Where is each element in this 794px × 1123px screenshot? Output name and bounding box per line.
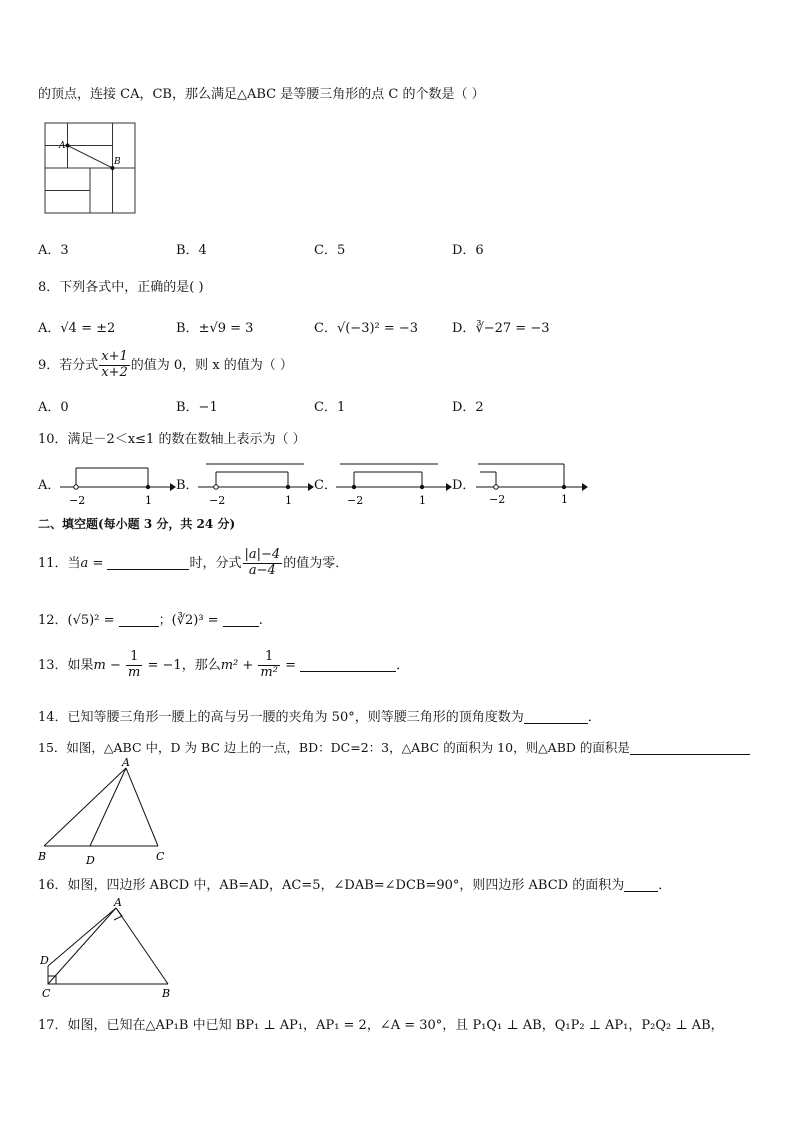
q10-option-d-label: D． [452,478,476,493]
q8-option-d: D．∛−27 = −3 [452,321,550,336]
q15-triangle-figure [34,758,174,866]
q10-stem: 10．满足－2＜x≤1 的数在数轴上表示为（ ） [38,432,306,447]
section-2-title: 二、填空题(每小题 3 分，共 24 分) [38,517,236,531]
q7-label-a: A [59,141,66,151]
q15-answer-blank[interactable] [630,740,750,755]
q15: 15．如图，△ABC 中，D 为 BC 边上的一点，BD：DC=2：3，△ABC 的面积为 10，则△ABD 的面积是 [38,738,750,756]
q11-answer-blank[interactable] [107,555,189,570]
q16: 16．如图，四边形 ABCD 中，AB=AD，AC=5，∠DAB=∠DCB=90°，则四边形 ABCD 的面积为 ． [38,878,672,893]
q9-option-a: A．0 [38,400,69,415]
q7-stem-tail: 的顶点，连接 CA，CB，那么满足△ABC 是等腰三角形的点 C 的个数是（ ） [38,87,485,102]
q17: 17．如图，已知在△AP₁B 中已知 BP₁ ⊥ AP₁，AP₁ = 2，∠A = 30°，且 P₁Q₁ ⊥ AB，Q₁P₂ ⊥ AP₁，P₂Q₂ ⊥ AB， [38,1018,724,1033]
svg-text:1: 1 [419,494,426,507]
svg-text:1: 1 [285,494,292,507]
q9-stem: 9．若分式 $\frac{x+1}{x+2}$ 的值为 0，则 x 的值为（ ） [38,349,293,380]
q12: 12．(√5)² = ；(∛2)³ = . [38,613,263,628]
svg-text:1: 1 [145,494,152,507]
q7-option-b: B．4 [176,243,207,258]
q10-option-a-label: A． [38,478,61,493]
q10-numberline-b [196,462,314,510]
svg-text:D: D [40,954,49,967]
q10-numberline-d [474,458,590,508]
q8-option-a: A．√4 = ±2 [38,321,116,336]
q10-option-b-label: B． [176,478,199,493]
svg-text:−2: −2 [209,494,226,507]
q9-option-b: B．−1 [176,400,218,415]
q9-option-c: C．1 [314,400,346,415]
q7-grid-figure [44,122,138,216]
q12-expr-2: (∛2)³ = [171,613,223,628]
q7-label-b: B [114,157,121,167]
svg-text:B: B [162,987,171,1000]
q7-option-a: A．3 [38,243,69,258]
q14: 14．已知等腰三角形一腰上的高与另一腰的夹角为 50°，则等腰三角形的顶角度数为 ． [38,710,601,725]
q13-fraction-1: $\frac{1}{m}$ [128,649,141,680]
q8-option-c-expr: √(−3)² = −3 [336,321,419,336]
svg-text:B: B [38,850,47,863]
svg-text:C: C [156,850,165,863]
q8-stem: 8．下列各式中，正确的是( ) [38,280,204,295]
svg-text:A: A [122,758,130,769]
svg-text:−2: −2 [489,493,506,506]
q14-answer-blank[interactable] [524,709,588,724]
svg-text:−2: −2 [347,494,364,507]
q13-answer-blank[interactable] [300,657,396,672]
q7-option-c: C．5 [314,243,346,258]
svg-text:D: D [86,854,95,866]
q9-option-d: D．2 [452,400,484,415]
q12-expr-1: (√5)² = [67,613,119,628]
q8-option-d-expr: ∛−27 = −3 [475,321,550,336]
q8-option-b-expr: ±√9 = 3 [198,321,254,336]
svg-text:A: A [114,896,122,909]
q10-numberline-a [58,462,176,510]
q12-answer-blank-1[interactable] [119,612,159,627]
svg-text:1: 1 [561,493,568,506]
q16-answer-blank[interactable] [624,877,658,892]
q9-fraction: $\frac{x+1}{x+2}$ [101,349,128,380]
q16-quadrilateral-figure [36,896,178,1006]
q7-option-d: D．6 [452,243,484,258]
q13: 13．如果m − $\frac{1}{m}$ = −1，那么m² + $\frac{1}{\text{m²}}$ = ． [38,649,410,680]
q10-numberline-c [334,462,452,510]
q12-answer-blank-2[interactable] [223,612,259,627]
q11: 11．当a = 时，分式 $\frac{|a|-4}{a-4}$ 的值为零． [38,547,349,578]
svg-text:C: C [42,987,51,1000]
q13-fraction-2: $\frac{1}{\text{m²}}$ [260,649,278,680]
svg-text:−2: −2 [69,494,86,507]
q8-option-c: C．√(−3)² = −3 [314,321,419,336]
q10-option-c-label: C． [314,478,337,493]
q8-option-b: B．±√9 = 3 [176,321,254,336]
q8-option-a-expr: √4 = ±2 [60,321,116,336]
q11-fraction: $\frac{|a|-4}{a-4}$ [244,547,281,578]
